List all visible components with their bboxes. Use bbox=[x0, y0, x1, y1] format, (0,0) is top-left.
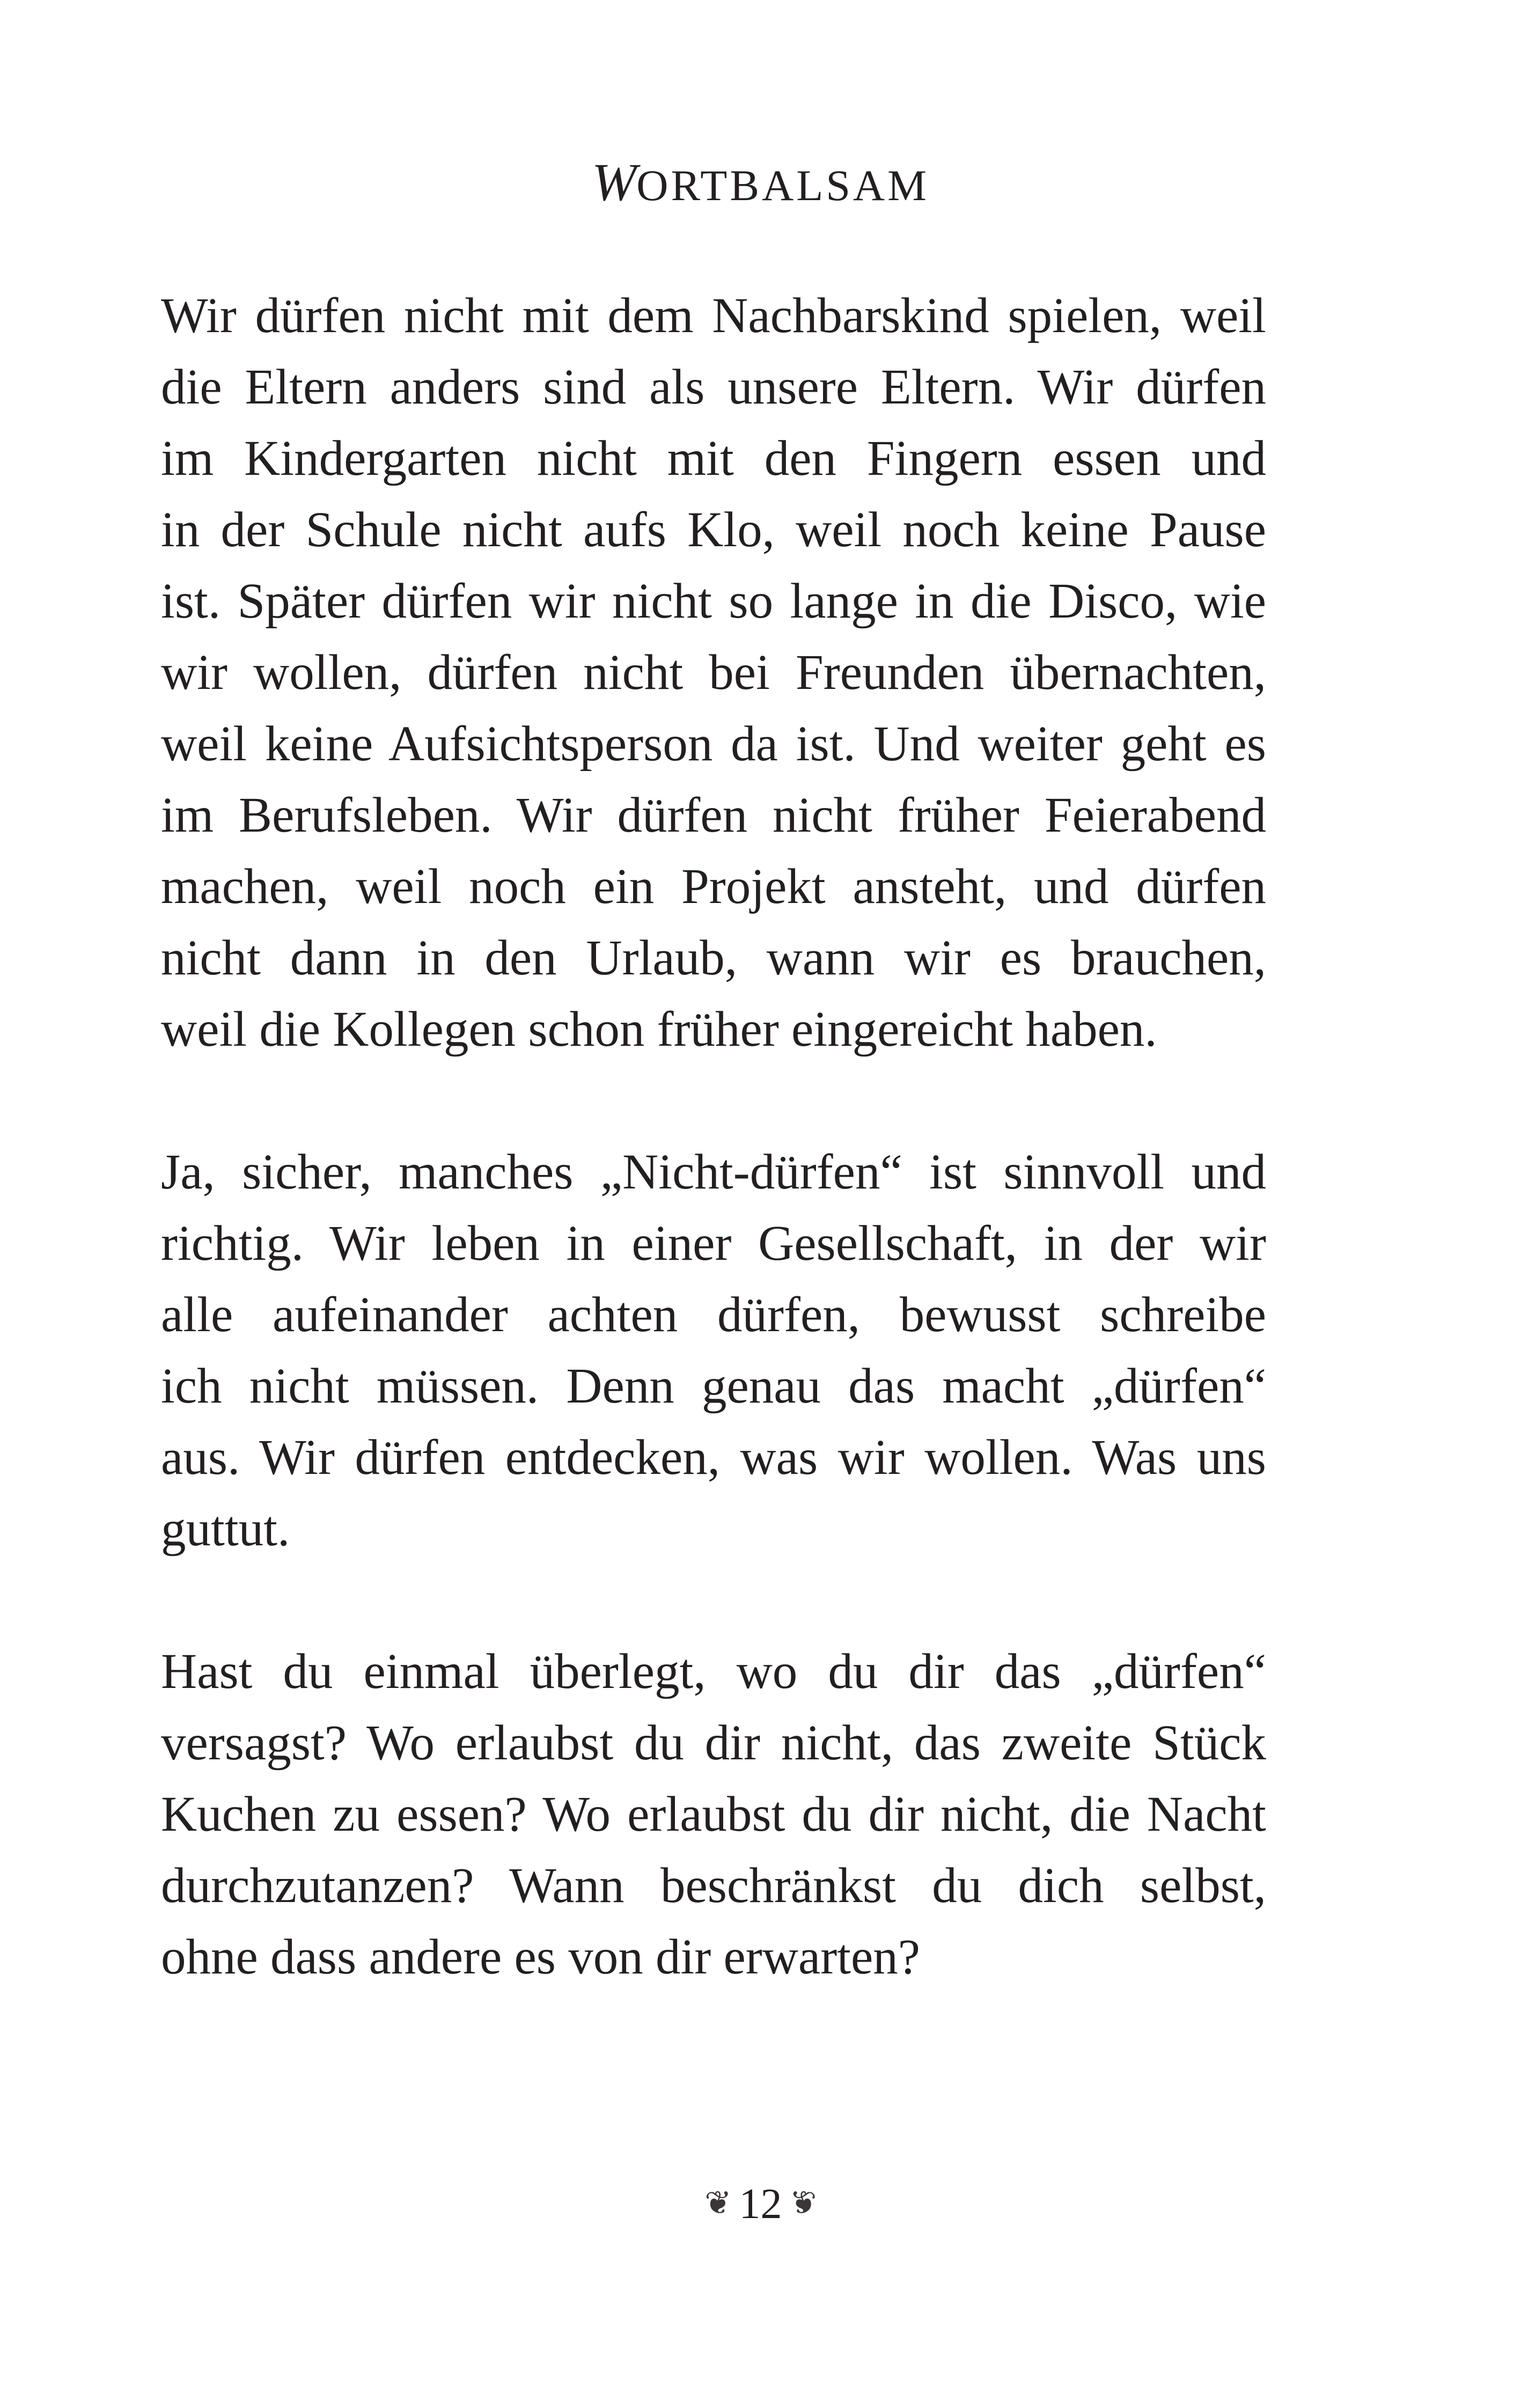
body-text bbox=[161, 280, 1266, 1993]
text-line: richtig. Wir leben in einer Gesellschaft, in der wir bbox=[161, 1216, 1266, 1271]
text-line: die Eltern anders sind als unsere Eltern. Wir dürfen bbox=[161, 359, 1266, 415]
running-head bbox=[0, 152, 1521, 212]
fleuron-icon: ❦ bbox=[789, 2185, 817, 2221]
text-line: weil die Kollegen schon früher eingereicht haben. bbox=[161, 1002, 1157, 1057]
paragraph-2 bbox=[161, 1136, 1266, 1565]
text-line: machen, weil noch ein Projekt ansteht, und dürfen bbox=[161, 859, 1266, 914]
text-line: Hast du einmal überlegt, wo du dir das „dürfen“ bbox=[161, 1644, 1266, 1699]
text-line: Ja, sicher, manches „Nicht-dürfen“ ist sinnvoll und bbox=[161, 1144, 1266, 1200]
running-head-initial: W bbox=[591, 152, 637, 212]
fleuron-icon: ❦ bbox=[704, 2185, 732, 2221]
text-line: ist. Später dürfen wir nicht so lange in die Disco, wie bbox=[161, 574, 1266, 629]
text-line: weil keine Aufsichtsperson da ist. Und weiter geht es bbox=[161, 716, 1266, 772]
text-line: wir wollen, dürfen nicht bei Freunden übernachten, bbox=[161, 645, 1266, 700]
text-line: im Berufsleben. Wir dürfen nicht früher Feierabend bbox=[161, 788, 1266, 843]
page-number: 12 bbox=[739, 2181, 782, 2228]
text-line: versagst? Wo erlaubst du dir nicht, das zweite Stück bbox=[161, 1715, 1266, 1771]
paragraph-1 bbox=[161, 280, 1266, 1065]
text-line: in der Schule nicht aufs Klo, weil noch keine Pause bbox=[161, 502, 1266, 557]
text-line: Kuchen zu essen? Wo erlaubst du dir nicht, die Nacht bbox=[161, 1787, 1266, 1842]
page-footer bbox=[0, 2183, 1521, 2226]
text-line: ohne dass andere es von dir erwarten? bbox=[161, 1929, 921, 1985]
text-line: durchzutanzen? Wann beschränkst du dich selbst, bbox=[161, 1858, 1266, 1913]
text-line: nicht dann in den Urlaub, wann wir es brauchen, bbox=[161, 930, 1266, 986]
paragraph-3 bbox=[161, 1636, 1266, 1993]
text-line: aus. Wir dürfen entdecken, was wir wollen. Was uns bbox=[161, 1430, 1266, 1485]
text-line: guttut. bbox=[161, 1501, 290, 1557]
text-line: im Kindergarten nicht mit den Fingern essen und bbox=[161, 431, 1266, 486]
text-line: alle aufeinander achten dürfen, bewusst schreibe bbox=[161, 1287, 1266, 1342]
text-line: Wir dürfen nicht mit dem Nachbarskind spielen, weil bbox=[161, 288, 1266, 343]
text-line: ich nicht müssen. Denn genau das macht „dürfen“ bbox=[161, 1359, 1266, 1414]
running-head-title: ORTBALSAM bbox=[636, 161, 930, 210]
